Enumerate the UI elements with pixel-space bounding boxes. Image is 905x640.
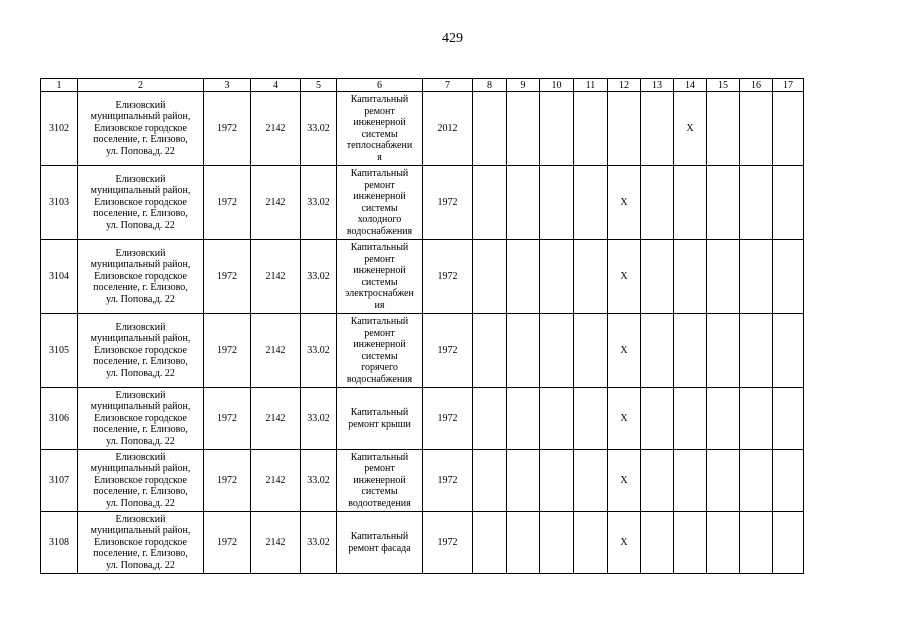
mark-cell: [641, 450, 674, 512]
mark-cell: [608, 92, 641, 166]
area-cell: 2142: [251, 450, 301, 512]
work-type-cell-line: системы: [361, 128, 398, 140]
work-type-cell-line: я: [377, 151, 382, 163]
area-cell: 2142: [251, 240, 301, 314]
table-body: [41, 92, 804, 574]
work-type-cell-line: инженерной: [353, 191, 406, 202]
mark-cell: [540, 314, 574, 388]
address-cell-line: Елизовский: [115, 173, 166, 185]
table-row: [41, 388, 804, 450]
mark-cell: [674, 450, 707, 512]
area-cell: 2142: [251, 314, 301, 388]
work-type-cell-line: системы: [361, 276, 398, 288]
mark-cell: X: [674, 92, 707, 166]
table-row: [41, 166, 804, 240]
mark-cell: [574, 512, 608, 574]
work-type-cell-line: инженерной: [353, 474, 406, 486]
address-cell-line: Елизовское городское: [94, 536, 187, 548]
mark-cell: [707, 166, 740, 240]
area-cell: 2142: [251, 388, 301, 450]
work-type-cell-line: ремонт: [364, 105, 395, 117]
row-number: 3106: [41, 388, 78, 450]
address-cell-line: ул. Попова,д. 22: [106, 559, 175, 571]
row-number: 3103: [41, 166, 78, 240]
address-cell-line: Елизовский: [115, 99, 166, 111]
address-cell-line: поселение, г. Елизово,: [93, 282, 188, 294]
value-cell: 33.02: [301, 388, 337, 450]
year-built-cell: 1972: [204, 240, 251, 314]
mark-cell: [707, 512, 740, 574]
mark-cell: [473, 240, 507, 314]
work-type-cell-line: инженерной: [353, 339, 406, 350]
mark-cell: [540, 92, 574, 166]
work-type-cell-line: системы: [361, 350, 398, 362]
column-header: 14: [674, 79, 707, 92]
mark-cell: [507, 92, 540, 166]
mark-cell: [740, 388, 773, 450]
mark-cell: [674, 512, 707, 574]
mark-cell: [674, 166, 707, 240]
work-type-cell: [337, 92, 423, 166]
column-header: 3: [204, 79, 251, 92]
work-type-cell-line: водоотведения: [348, 497, 411, 509]
work-type-cell-line: Капитальный: [350, 316, 409, 327]
work-type-cell-line: ремонт: [364, 253, 395, 265]
table-row: [41, 314, 804, 388]
year-cell: 1972: [423, 314, 473, 388]
work-type-cell-line: системы: [361, 202, 398, 214]
year-built-cell: 1972: [204, 450, 251, 512]
mark-cell: [473, 166, 507, 240]
year-cell: 2012: [423, 92, 473, 166]
row-number: 3102: [41, 92, 78, 166]
column-header: 16: [740, 79, 773, 92]
mark-cell: [574, 388, 608, 450]
address-cell-line: ул. Попова,д. 22: [106, 219, 175, 231]
table-row: [41, 450, 804, 512]
mark-cell: [540, 240, 574, 314]
column-header: 2: [78, 79, 204, 92]
mark-cell: [773, 240, 804, 314]
address-cell-line: Елизовский: [115, 247, 166, 259]
mark-cell: [674, 240, 707, 314]
column-header: 9: [507, 79, 540, 92]
mark-cell: [473, 450, 507, 512]
work-type-cell-line: Капитальный: [350, 407, 409, 418]
address-cell: [78, 450, 204, 512]
address-cell: [78, 92, 204, 166]
address-cell-line: муниципальный район,: [90, 185, 191, 197]
address-cell-line: Елизовский: [115, 321, 166, 333]
column-header: 1: [41, 79, 78, 92]
mark-cell: [574, 450, 608, 512]
mark-cell: [540, 450, 574, 512]
year-cell: 1972: [423, 450, 473, 512]
mark-cell: [773, 92, 804, 166]
mark-cell: [707, 450, 740, 512]
year-cell: 1972: [423, 166, 473, 240]
area-cell: 2142: [251, 92, 301, 166]
address-cell-line: муниципальный район,: [90, 463, 191, 475]
mark-cell: [641, 92, 674, 166]
address-cell-line: поселение, г. Елизово,: [93, 208, 188, 220]
address-cell: [78, 314, 204, 388]
mark-cell: [540, 166, 574, 240]
mark-cell: [641, 314, 674, 388]
year-built-cell: 1972: [204, 512, 251, 574]
mark-cell: X: [608, 166, 641, 240]
address-cell: [78, 512, 204, 574]
mark-cell: [707, 388, 740, 450]
address-cell-line: Елизовское городское: [94, 122, 187, 134]
page-number: 429: [442, 31, 463, 46]
address-cell-line: ул. Попова,д. 22: [106, 497, 175, 509]
year-cell: 1972: [423, 512, 473, 574]
column-header: 7: [423, 79, 473, 92]
value-cell: 33.02: [301, 512, 337, 574]
mark-cell: X: [608, 450, 641, 512]
table-row: [41, 240, 804, 314]
mark-cell: [574, 92, 608, 166]
mark-cell: [740, 314, 773, 388]
year-built-cell: 1972: [204, 92, 251, 166]
mark-cell: [507, 450, 540, 512]
work-type-cell-line: ремонт: [364, 463, 395, 475]
mark-cell: [473, 314, 507, 388]
mark-cell: [507, 166, 540, 240]
year-built-cell: 1972: [204, 166, 251, 240]
column-header: 5: [301, 79, 337, 92]
value-cell: 33.02: [301, 240, 337, 314]
capital-repair-table: [40, 78, 804, 574]
mark-cell: [674, 388, 707, 450]
address-cell-line: поселение, г. Елизово,: [93, 486, 188, 498]
column-header: 10: [540, 79, 574, 92]
value-cell: 33.02: [301, 314, 337, 388]
address-cell-line: Елизовское городское: [94, 344, 187, 356]
mark-cell: [707, 314, 740, 388]
mark-cell: [507, 240, 540, 314]
work-type-cell: [337, 166, 423, 240]
mark-cell: [773, 388, 804, 450]
mark-cell: [740, 166, 773, 240]
mark-cell: [574, 240, 608, 314]
mark-cell: [507, 388, 540, 450]
address-cell: [78, 240, 204, 314]
work-type-cell-line: ремонт: [364, 179, 395, 191]
address-cell-line: муниципальный район,: [90, 259, 191, 271]
column-header: 6: [337, 79, 423, 92]
work-type-cell-line: ремонт: [364, 327, 395, 339]
mark-cell: [773, 450, 804, 512]
address-cell-line: поселение, г. Елизово,: [93, 134, 188, 146]
mark-cell: [740, 240, 773, 314]
year-cell: 1972: [423, 388, 473, 450]
column-header: 12: [608, 79, 641, 92]
mark-cell: X: [608, 388, 641, 450]
address-cell-line: муниципальный район,: [90, 111, 191, 123]
mark-cell: [507, 512, 540, 574]
address-cell-line: муниципальный район,: [90, 333, 191, 345]
mark-cell: [740, 512, 773, 574]
mark-cell: [540, 388, 574, 450]
address-cell-line: Елизовское городское: [94, 412, 187, 424]
address-cell-line: Елизовский: [115, 513, 166, 525]
row-number: 3107: [41, 450, 78, 512]
mark-cell: [773, 314, 804, 388]
mark-cell: [707, 240, 740, 314]
work-type-cell-line: ремонт крыши: [348, 418, 411, 430]
mark-cell: [740, 450, 773, 512]
mark-cell: [674, 314, 707, 388]
address-cell-line: Елизовский: [115, 451, 166, 463]
work-type-cell-line: теплоснабжени: [346, 140, 413, 151]
table-row: [41, 512, 804, 574]
work-type-cell-line: Капитальный: [350, 242, 409, 253]
address-cell-line: ул. Попова,д. 22: [106, 293, 175, 305]
work-type-cell-line: инженерной: [353, 117, 406, 128]
address-cell-line: ул. Попова,д. 22: [106, 145, 175, 157]
work-type-cell-line: инженерной: [353, 265, 406, 276]
mark-cell: [641, 166, 674, 240]
work-type-cell-line: Капитальный: [350, 168, 409, 179]
address-cell: [78, 388, 204, 450]
address-cell-line: Елизовское городское: [94, 196, 187, 208]
address-cell-line: муниципальный район,: [90, 401, 191, 413]
column-header: 8: [473, 79, 507, 92]
work-type-cell-line: Капитальный: [350, 94, 409, 105]
address-cell-line: ул. Попова,д. 22: [106, 435, 175, 447]
mark-cell: [641, 388, 674, 450]
value-cell: 33.02: [301, 450, 337, 512]
work-type-cell: [337, 388, 423, 450]
address-cell: [78, 166, 204, 240]
row-number: 3105: [41, 314, 78, 388]
mark-cell: [473, 512, 507, 574]
work-type-cell: [337, 240, 423, 314]
mark-cell: [641, 512, 674, 574]
value-cell: 33.02: [301, 166, 337, 240]
mark-cell: [707, 92, 740, 166]
year-built-cell: 1972: [204, 314, 251, 388]
mark-cell: [773, 512, 804, 574]
work-type-cell: [337, 450, 423, 512]
address-cell-line: Елизовское городское: [94, 270, 187, 282]
year-cell: 1972: [423, 240, 473, 314]
mark-cell: X: [608, 512, 641, 574]
work-type-cell-line: водоснабжения: [346, 225, 413, 237]
area-cell: 2142: [251, 512, 301, 574]
work-type-cell-line: Капитальный: [350, 531, 409, 542]
column-header: 11: [574, 79, 608, 92]
column-header: 17: [773, 79, 804, 92]
row-number: 3104: [41, 240, 78, 314]
mark-cell: X: [608, 240, 641, 314]
mark-cell: [540, 512, 574, 574]
mark-cell: X: [608, 314, 641, 388]
work-type-cell-line: водоснабжения: [346, 373, 413, 385]
work-type-cell-line: холодного: [357, 214, 402, 225]
work-type-cell-line: электроснабжен: [345, 288, 414, 299]
address-cell-line: поселение, г. Елизово,: [93, 356, 188, 368]
address-cell-line: поселение, г. Елизово,: [93, 424, 188, 436]
work-type-cell-line: Капитальный: [350, 451, 409, 463]
address-cell-line: поселение, г. Елизово,: [93, 548, 188, 560]
mark-cell: [574, 166, 608, 240]
work-type-cell-line: системы: [361, 486, 398, 498]
mark-cell: [641, 240, 674, 314]
work-type-cell: [337, 314, 423, 388]
mark-cell: [507, 314, 540, 388]
table-row: [41, 92, 804, 166]
mark-cell: [473, 92, 507, 166]
year-built-cell: 1972: [204, 388, 251, 450]
value-cell: 33.02: [301, 92, 337, 166]
mark-cell: [574, 314, 608, 388]
work-type-cell-line: ремонт фасада: [348, 542, 411, 554]
address-cell-line: муниципальный район,: [90, 525, 191, 537]
work-type-cell-line: ия: [374, 299, 385, 311]
header-row: [41, 79, 804, 92]
mark-cell: [773, 166, 804, 240]
mark-cell: [473, 388, 507, 450]
column-header: 4: [251, 79, 301, 92]
column-header: 15: [707, 79, 740, 92]
column-header: 13: [641, 79, 674, 92]
row-number: 3108: [41, 512, 78, 574]
work-type-cell-line: горячего: [361, 362, 398, 373]
address-cell-line: ул. Попова,д. 22: [106, 367, 175, 379]
mark-cell: [740, 92, 773, 166]
address-cell-line: Елизовское городское: [94, 474, 187, 486]
address-cell-line: Елизовский: [115, 389, 166, 401]
area-cell: 2142: [251, 166, 301, 240]
work-type-cell: [337, 512, 423, 574]
